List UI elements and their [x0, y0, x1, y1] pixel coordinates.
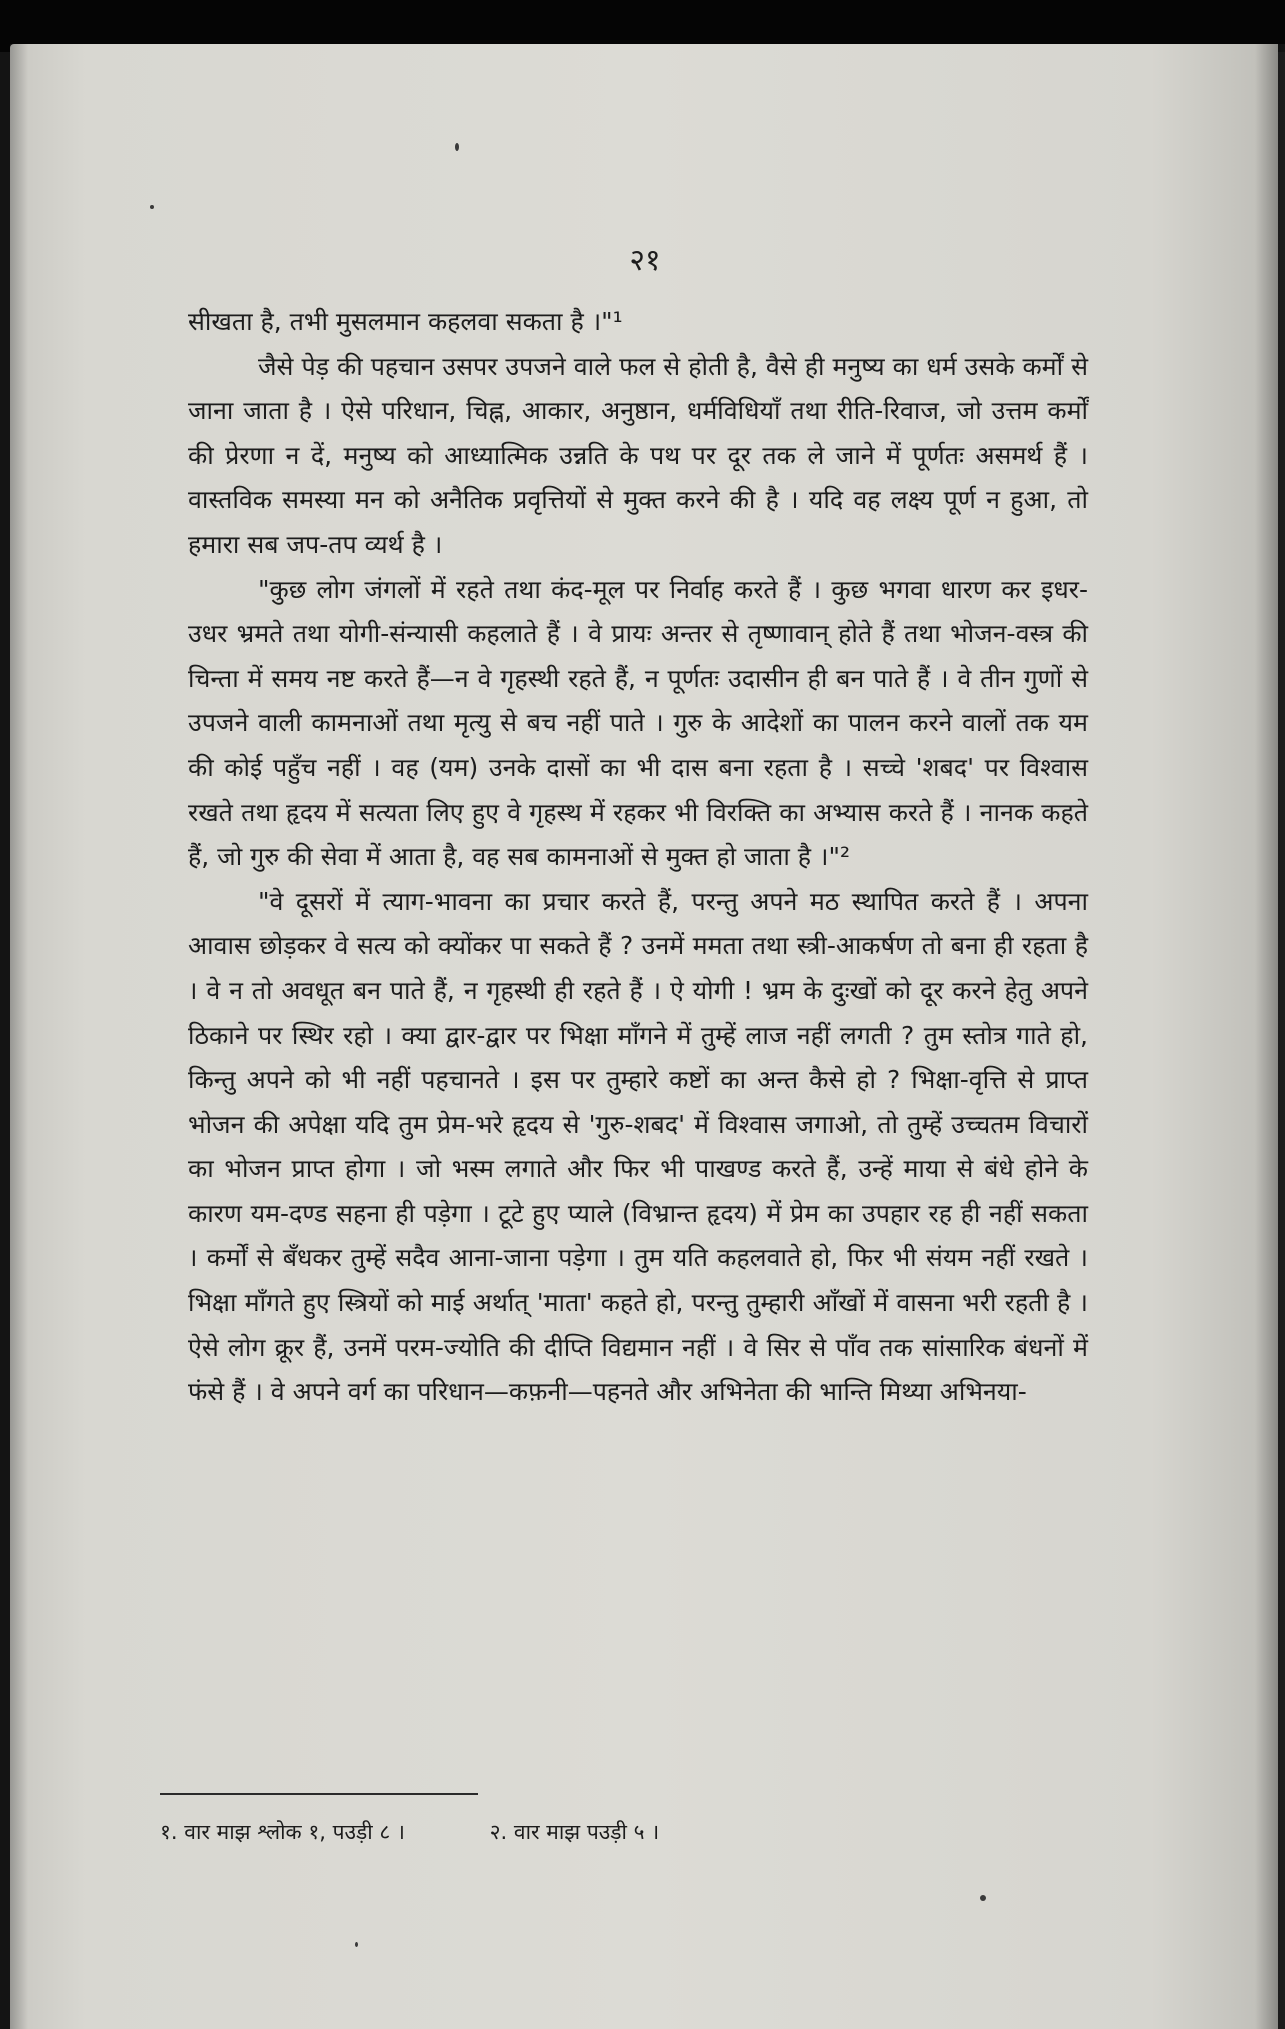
page-number: २१ [629, 243, 661, 278]
dust-speck [980, 1895, 986, 1901]
page-edge-shadow-right [1255, 44, 1285, 2029]
footnotes [160, 1818, 1060, 1846]
dust-speck [150, 205, 154, 209]
paragraph: जैसे पेड़ की पहचान उसपर उपजने वाले फल से होती है, वैसे ही मनुष्य का धर्म उसके कर्मों से जाना जाता है । ऐसे परिधान, चिह्न, आकार, अनुष्ठान, धर्मविधियाँ तथा रीति-रिवाज, जो उत्तम कर्मों की प्रेरणा न दें, मनुष्य को आध्यात्मिक उन्नति के पथ पर दूर तक ले जाने में पूर्णतः असमर्थ हैं । वास्तविक समस्या मन को अनैतिक प्रवृत्तियों से मुक्त करने की है । यदि वह लक्ष्य पूर्ण न हुआ, तो हमारा सब जप-तप व्यर्थ है । [188, 351, 1088, 559]
dust-speck [355, 1942, 358, 1947]
body-text [188, 300, 1088, 1415]
footnote-divider [160, 1793, 478, 1795]
paragraph: "कुछ लोग जंगलों में रहते तथा कंद-मूल पर निर्वाह करते हैं । कुछ भगवा धारण कर इधर-उधर भ्रमते तथा योगी-संन्यासी कहलाते हैं । वे प्रायः अन्तर से तृष्णावान् होते हैं तथा भोजन-वस्त्र की चिन्ता में समय नष्ट करते हैं—न वे गृहस्थी रहते हैं, न पूर्णतः उदासीन ही बन पाते हैं । वे तीन गुणों से उपजने वाली कामनाओं तथा मृत्यु से बच नहीं पाते । गुरु के आदेशों का पालन करने वालों तक यम की कोई पहुँच नहीं । वह (यम) उनके दासों का भी दास बना रहता है । सच्चे 'शबद' पर विश्वास रखते तथा हृदय में सत्यता लिए हुए वे गृहस्थ में रहकर भी विरक्ति का अभ्यास करते हैं । नानक कहते हैं, जो गुरु की सेवा में आता है, वह सब कामनाओं से मुक्त हो जाता है ।"² [188, 574, 1088, 872]
paragraph: "वे दूसरों में त्याग-भावना का प्रचार करते हैं, परन्तु अपने मठ स्थापित करते हैं । अपना आवास छोड़कर वे सत्य को क्योंकर पा सकते हैं ? उनमें ममता तथा स्त्री-आकर्षण तो बना ही रहता है । वे न तो अवधूत बन पाते हैं, न गृहस्थी ही रहते हैं । ऐ योगी ! भ्रम के दुःखों को दूर करने हेतु अपने ठिकाने पर स्थिर रहो । क्या द्वार-द्वार पर भिक्षा माँगने में तुम्हें लाज नहीं लगती ? तुम स्तोत्र गाते हो, किन्तु अपने को भी नहीं पहचानते । इस पर तुम्हारे कष्टों का अन्त कैसे हो ? भिक्षा-वृत्ति से प्राप्त भोजन की अपेक्षा यदि तुम प्रेम-भरे हृदय से 'गुरु-शबद' में विश्वास जगाओ, तो तुम्हें उच्चतम विचारों का भोजन प्राप्त होगा । जो भस्म लगाते और फिर भी पाखण्ड करते हैं, उन्हें माया से बंधे होने के कारण यम-दण्ड सहना ही पड़ेगा । टूटे हुए प्याले (विभ्रान्त हृदय) में प्रेम का उपहार रह ही नहीं सकता । कर्मों से बँधकर तुम्हें सदैव आना-जाना पड़ेगा । तुम यति कहलवाते हो, फिर भी संयम नहीं रखते । भिक्षा माँगते हुए स्त्रियों को माई अर्थात् 'माता' कहते हो, परन्तु तुम्हारी आँखों में वासना भरी रहती है । ऐसे लोग क्रूर हैं, उनमें परम-ज्योति की दीप्ति विद्यमान नहीं । वे सिर से पाँव तक सांसारिक बंधनों में फंसे हैं । वे अपने वर्ग का परिधान—कफ़नी—पहनते और अभिनेता की भान्ति मिथ्या अभिनया- [188, 886, 1088, 1407]
footnote-2: २. वार माझ पउड़ी ५ । [489, 1820, 660, 1844]
page-edge-shadow-left [10, 44, 28, 2029]
footnote-1: १. वार माझ श्लोक १, पउड़ी ८ । [160, 1820, 405, 1844]
dust-speck [455, 143, 459, 151]
paragraph: सीखता है, तभी मुसलमान कहलवा सकता है ।"¹ [188, 307, 623, 336]
